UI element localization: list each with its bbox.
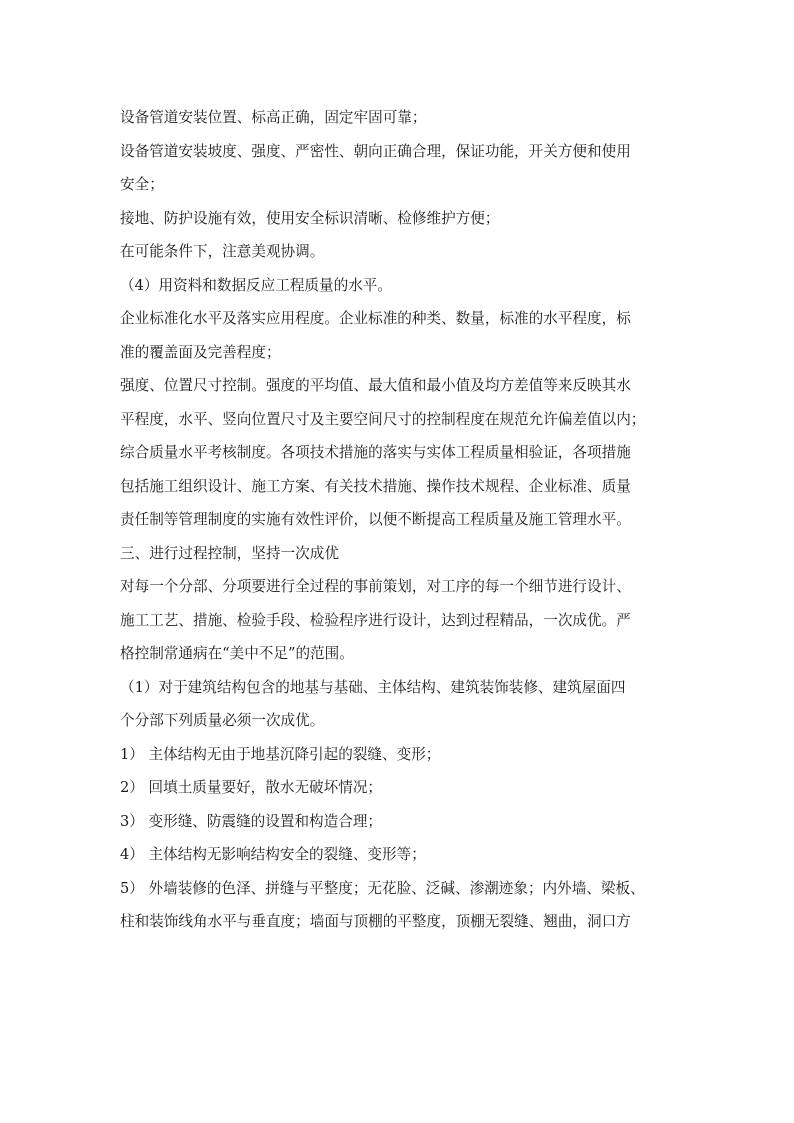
text-line: 强度、位置尺寸控制。强度的平均值、最大值和最小值及均方差值等来反映其水 — [120, 377, 631, 394]
list-item: 2） 回填土质量要好，散水无破坏情况； — [120, 779, 383, 796]
list-item: 3） 变形缝、防震缝的设置和构造合理； — [120, 812, 383, 830]
text-line: 设备管道安装位置、标高正确，固定牢固可靠； — [120, 109, 427, 126]
section-heading: 三、进行过程控制，坚持一次成优 — [120, 544, 339, 562]
text-line: 平程度，水平、竖向位置尺寸及主要空间尺寸的控制程度在规范允许偏差值以内； — [120, 410, 646, 428]
text-line: 责任制等管理制度的实施有效性评价，以便不断提高工程质量及施工管理水平。 — [120, 511, 631, 528]
text-line: 接地、防护设施有效，使用安全标识清晰、检修维护方便； — [120, 209, 500, 227]
list-item: 5） 外墙装修的色泽、拼缝与平整度；无花脸、泛碱、渗潮迹象；内外墙、梁板、 — [120, 879, 645, 897]
text-line: 设备管道安装坡度、强度、严密性、朝向正确合理，保证功能，开关方便和使用 — [120, 142, 631, 160]
section-heading: （1）对于建筑结构包含的地基与基础、主体结构、建筑装饰装修、建筑屋面四 — [120, 678, 626, 696]
list-item: 1） 主体结构无由于地基沉降引起的裂缝、变形； — [120, 745, 441, 763]
list-item: 4） 主体结构无影响结构安全的裂缝、变形等； — [120, 846, 426, 863]
text-line: 格控制常通病在“美中不足”的范围。 — [120, 645, 354, 662]
document-body — [120, 101, 680, 939]
text-line: 综合质量水平考核制度。各项技术措施的落实与实体工程质量相验证，各项措施 — [120, 444, 631, 461]
text-line: 企业标准化水平及落实应用程度。企业标准的种类、数量，标准的水平程度，标 — [120, 310, 631, 327]
section-heading: （4）用资料和数据反应工程质量的水平。 — [120, 276, 392, 294]
text-line: 准的覆盖面及完善程度； — [120, 343, 281, 361]
text-line: 在可能条件下，注意美观协调。 — [120, 243, 325, 260]
text-line: 包括施工组织设计、施工方案、有关技术措施、操作技术规程、企业标准、质量 — [120, 477, 631, 495]
text-line: 对每一个分部、分项要进行全过程的事前策划，对工序的每一个细节进行设计、 — [120, 578, 631, 595]
text-line: 施工工艺、措施、检验手段、检验程序进行设计，达到过程精品，一次成优。严 — [120, 611, 631, 629]
text-line: 柱和装饰线角水平与垂直度；墙面与顶棚的平整度，顶棚无裂缝、翘曲，洞口方 — [120, 913, 631, 930]
text-line: 个分部下列质量必须一次成优。 — [120, 712, 325, 729]
text-line: 安全； — [120, 176, 164, 193]
